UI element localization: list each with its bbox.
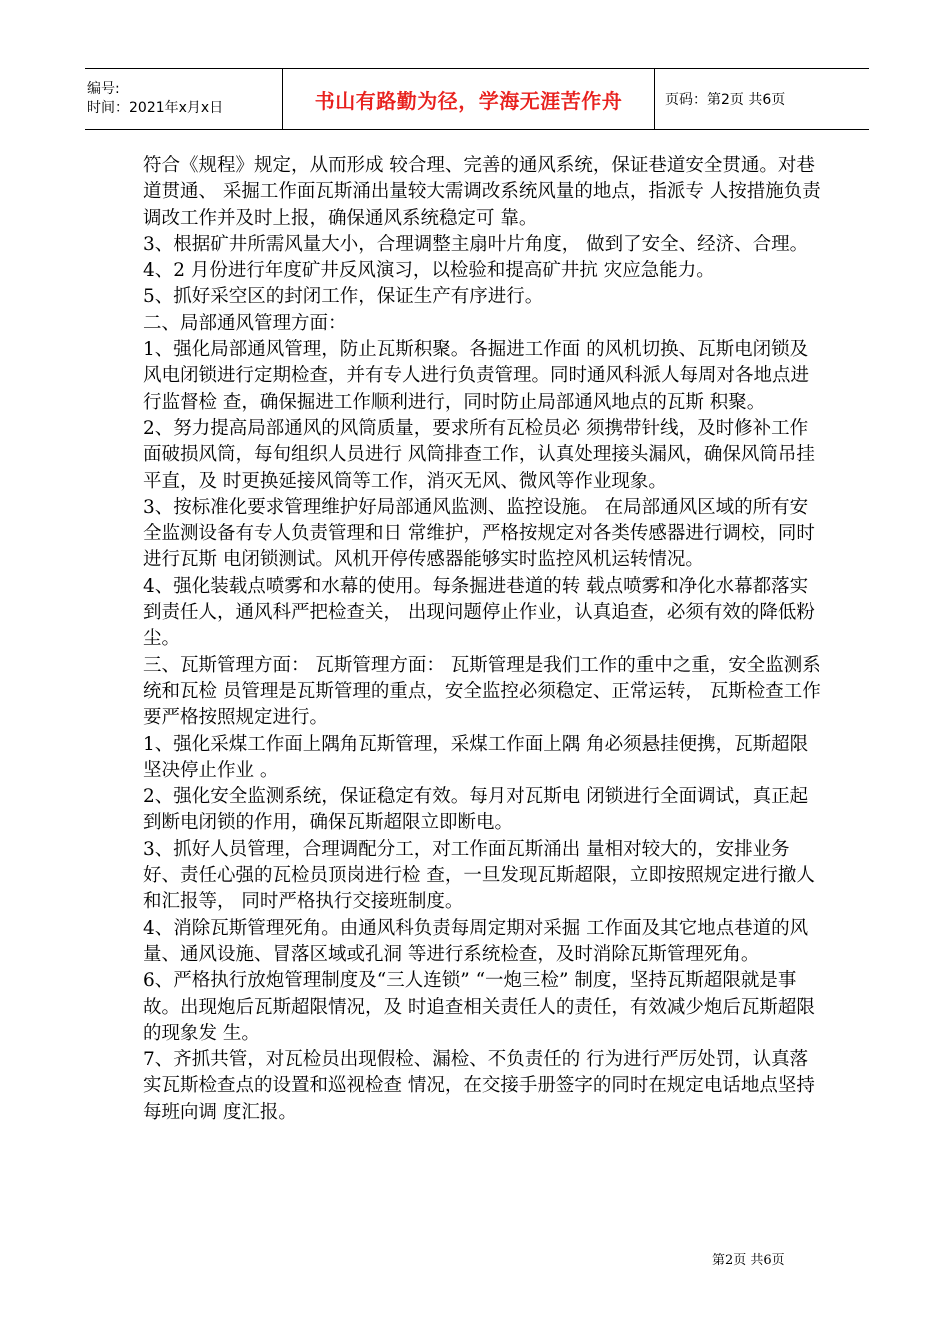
section-heading: 二、局部通风管理方面：	[143, 312, 347, 334]
paragraph: 符合《规程》规定，从而形成 较合理、完善的通风系统，保证巷道安全贯通。对巷道贯通、 采掘工作面瓦斯涌出量较大需调改系统风量的地点，指派专 人按措施负责调改工作并及时上报，确保通风系统稳定可 靠。	[143, 155, 821, 229]
paragraph: 5、抓好采空区的封闭工作，保证生产有序进行。	[143, 286, 544, 308]
paragraph: 1、强化局部通风管理，防止瓦斯积聚。各掘进工作面 的风机切换、瓦斯电闭锁及风电闭锁进行定期检查，并有专人进行负责管理。同时通风科派人每周对各地点进行监督检 查，确保掘进工作顺利进行，同时防止局部通风地点的瓦斯 积聚。	[143, 339, 810, 413]
paragraph: 3、抓好人员管理，合理调配分工，对工作面瓦斯涌出 量相对较大的，安排业务好、责任心强的瓦检员顶岗进行检 查，一旦发现瓦斯超限，立即按照规定进行撤人和汇报等， 同时严格执行交接班制度。	[143, 838, 815, 913]
page-header	[85, 68, 869, 130]
paragraph: 4、2 月份进行年度矿井反风演习，以检验和提高矿井抗 灾应急能力。	[143, 260, 715, 282]
paragraph: 3、按标准化要求管理维护好局部通风监测、监控设施。 在局部通风区域的所有安全监测设备有专人负责管理和日 常维护，严格按规定对各类传感器进行调校，同时进行瓦斯 电闭锁测试。风机开停传感器能够实时监控风机运转情况。	[143, 496, 815, 571]
paragraph: 2、强化安全监测系统，保证稳定有效。每月对瓦斯电 闭锁进行全面调试，真正起到断电闭锁的作用，确保瓦斯超限立即断电。	[143, 786, 809, 834]
paragraph: 4、消除瓦斯管理死角。由通风科负责每周定期对采掘 工作面及其它地点巷道的风量、通风设施、冒落区域或孔洞 等进行系统检查，及时消除瓦斯管理死角。	[143, 917, 809, 965]
paragraph: 1、强化采煤工作面上隅角瓦斯管理，采煤工作面上隅 角必须悬挂便携，瓦斯超限坚决停止作业 。	[143, 733, 809, 781]
paragraph: 6、严格执行放炮管理制度及“三人连锁” “一炮三检” 制度，坚持瓦斯超限就是事故。出现炮后瓦斯超限情况，及 时追查相关责任人的责任，有效减少炮后瓦斯超限的现象发 生。	[143, 970, 815, 1044]
document-number-label: 编号:	[87, 81, 120, 97]
paragraph: 3、根据矿井所需风量大小，合理调整主扇叶片角度， 做到了安全、经济、合理。	[143, 233, 809, 255]
paragraph: 三、瓦斯管理方面： 瓦斯管理方面： 瓦斯管理是我们工作的重中之重，安全监测系统和瓦检 员管理是瓦斯管理的重点，安全监控必须稳定、正常运转， 瓦斯检查工作要严格按照规定进行。	[143, 654, 821, 729]
header-meta	[85, 69, 283, 129]
paragraph: 7、齐抓共管，对瓦检员出现假检、漏检、不负责任的 行为进行严厉处罚，认真落实瓦斯检查点的设置和巡视检查 情况，在交接手册签字的同时在规定电话地点坚持每班向调 度汇报。	[143, 1049, 815, 1123]
header-page-number: 页码：第2页 共6页	[665, 92, 786, 108]
paragraph: 2、努力提高局部通风的风筒质量，要求所有瓦检员必 须携带针线，及时修补工作面破损风筒，每旬组织人员进行 风筒排查工作，认真处理接头漏风，确保风筒吊挂平直，及 时更换延接风筒等工作，消灭无风、微风等作业现象。	[143, 417, 815, 492]
document-time-label: 时间：2021年x月x日	[87, 100, 224, 116]
paragraph: 4、强化装载点喷雾和水幕的使用。每条掘进巷道的转 载点喷雾和净化水幕都落实到责任人，通风科严把检查关， 出现问题停止作业，认真追查，必须有效的降低粉尘。	[143, 575, 815, 650]
document-body	[143, 153, 823, 1126]
page-footer-number: 第2页 共6页	[712, 1253, 785, 1268]
header-motto: 书山有路勤为径，学海无涯苦作舟	[283, 69, 655, 129]
